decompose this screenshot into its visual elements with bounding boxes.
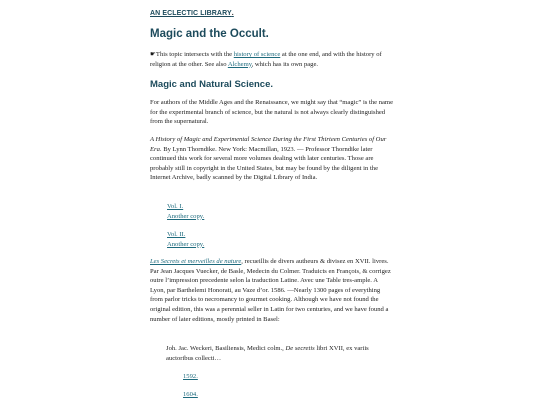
weckeri-entry [166,344,390,363]
section-intro-paragraph: For authors of the Middle Ages and the Renaissance, we might say that “magic” is the name for the experimental branch of science, but the natural is not always clearly distinguished from the supernatural. [150,99,393,126]
pointing-hand-icon: ☛ [150,51,156,58]
site-link-dot: . [231,10,234,17]
intro-paragraph [150,50,394,69]
weckeri-title: De secretis [285,345,315,352]
secrets-description: , recueillis de divers autheurs & divisez en XVII. livres. Par Jean Jacques Vuecker, de Basle, Medecin du Colmer. Traduicts en François, & corrigez outre l’impression precedente selon la traduction Latine. Avec une Table tres-ample. A Lyon, par Barthelemi Honorati, au Vaze d’or. 1586. —Nearly 1300 pages of everything from parlor tricks to necromancy to gourmet cooking. Although we have not found the original edition, this was a perennial seller in Latin for two centuries, and we have found a number of later editions, mostly printed in Basel: [150,258,391,323]
thorndike-description: . By Lynn Thorndike. New York: Macmillan, 1923. — Professor Thorndike later continued this work for several more volumes dealing with later centuries. Those are probably still in copyright in the United States, but may be found by the diligent in the Internet Archive, badly scanned by the Digital Library of India. [150,145,378,182]
site-home-link[interactable]: AN ECLECTIC LIBRARY [150,10,232,17]
intro-text-2: at the one end, and with the history of religion at the other. See also [150,51,382,68]
weckeri-text-1: Joh. Jac. Weckeri, Basiliensis, Medici colm., [166,345,286,352]
thorndike-vol2-alt-link[interactable]: Another copy. [167,240,205,248]
secrets-entry [150,257,394,324]
thorndike-vol1-links [167,202,204,221]
secrets-title-link[interactable]: Les Secrets et merveilles de nature [150,258,242,265]
weckeri-text-2: libri XVII, ex variis auctoribus collecti… [166,345,369,362]
edition-1592-link[interactable]: 1592. [183,373,198,380]
thorndike-entry [150,135,394,183]
intro-text-3: , which has its own page. [251,60,319,68]
thorndike-vol1-alt-link[interactable]: Another copy. [167,212,205,220]
thorndike-vol2-link[interactable]: Vol. II. [167,231,186,238]
weckeri-edition-1604 [183,390,198,400]
alchemy-link[interactable]: Alchemy [227,60,252,68]
thorndike-vol1-link[interactable]: Vol. I. [167,203,184,210]
history-of-science-link[interactable]: history of science [233,51,281,58]
thorndike-title: A History of Magic and Experimental Science During the First Thirteen Centuries of Our Era [150,136,387,153]
edition-1604-link[interactable]: 1604. [183,391,198,398]
site-header [150,10,234,17]
thorndike-vol2-links [167,230,204,249]
weckeri-edition-1592 [183,372,198,382]
page-title: Magic and the Occult. [150,28,269,40]
intro-text-1: This topic intersects with the [155,51,234,58]
section-heading: Magic and Natural Science. [150,79,274,90]
